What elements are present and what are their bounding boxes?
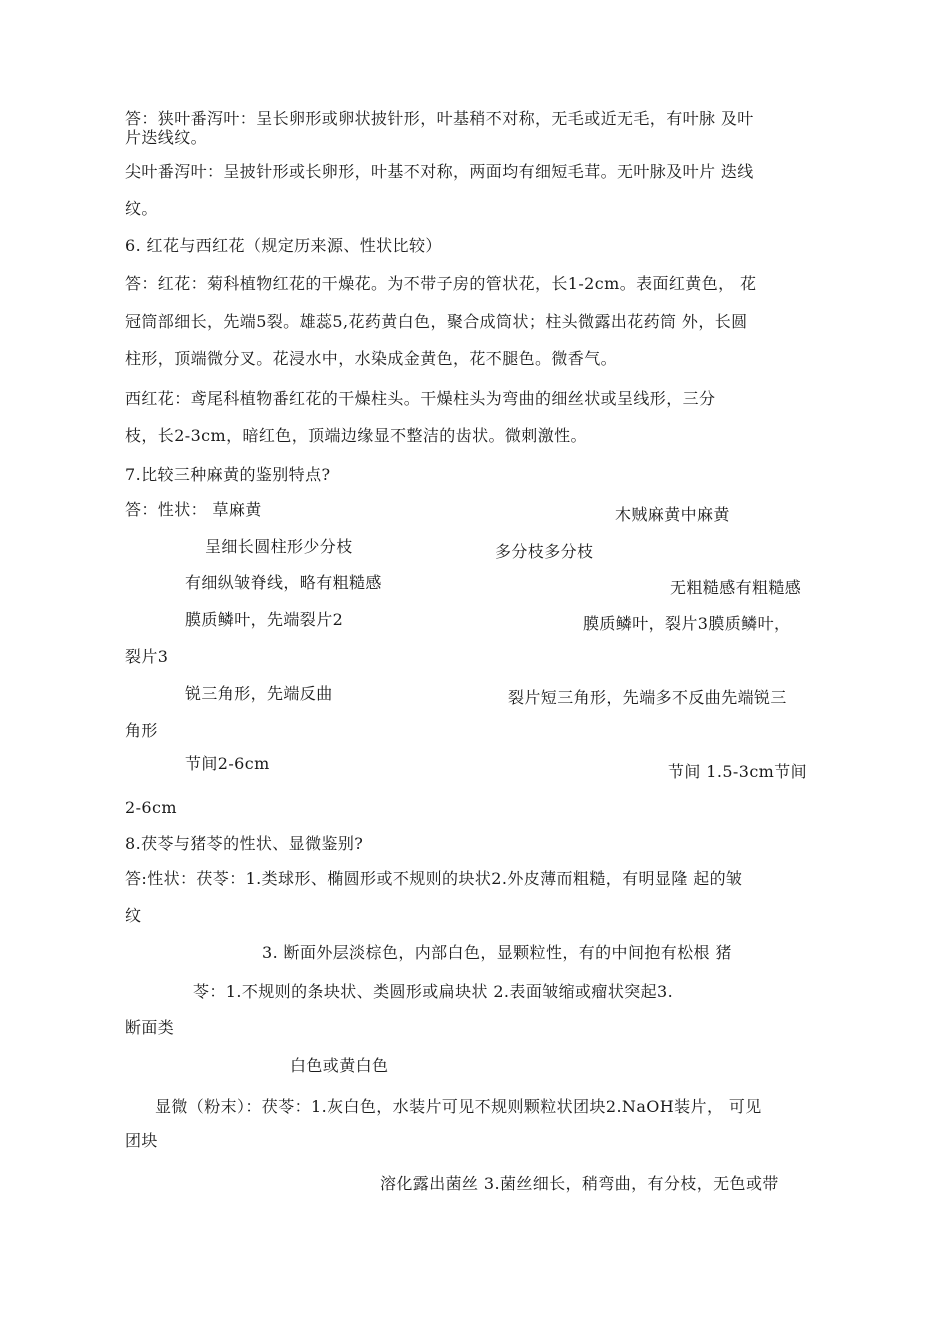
text-line: 节间 1.5-3cm节间 (668, 762, 808, 781)
text-line: 尖叶番泻叶：呈披针形或长卵形，叶基不对称，两面均有细短毛茸。无叶脉及叶片 迭线 (125, 162, 754, 181)
text-line: 枝，长2-3cm，暗红色，顶端边缘显不整洁的齿状。微刺激性。 (125, 426, 587, 445)
text-line: 节间2-6cm (185, 754, 270, 773)
text-line: 膜质鳞叶，裂片3膜质鳞叶， (583, 614, 791, 633)
text-line: 多分枝多分枝 (495, 542, 594, 561)
text-line: 裂片3 (125, 647, 169, 666)
text-line: 团块 (125, 1131, 158, 1150)
text-line: 片迭线纹。 (125, 128, 208, 147)
text-line: 裂片短三角形，先端多不反曲先端锐三 (508, 688, 787, 707)
question-heading: 7.比较三种麻黄的鉴别特点? (125, 465, 331, 484)
text-line: 锐三角形，先端反曲 (185, 684, 333, 703)
text-line: 无粗糙感有粗糙感 (670, 578, 802, 597)
text-line: 3. 断面外层淡棕色，内部白色，显颗粒性，有的中间抱有松根 猪 (262, 943, 732, 962)
question-heading: 8.茯苓与猪苓的性状、显微鉴别? (125, 834, 364, 853)
text-line: 白色或黄白色 (290, 1056, 389, 1075)
text-line: 断面类 (125, 1018, 175, 1037)
question-heading: 6. 红花与西红花（规定历来源、性状比较） (125, 236, 442, 255)
text-line: 答：狭叶番泻叶：呈长卵形或卵状披针形，叶基稍不对称，无毛或近无毛，有叶脉 及叶 (125, 109, 754, 128)
text-line: 柱形，顶端微分叉。花浸水中，水染成金黄色，花不腿色。微香气。 (125, 349, 618, 368)
text-line: 西红花：鸢尾科植物番红花的干燥柱头。干燥柱头为弯曲的细丝状或呈线形，三分 (125, 389, 716, 408)
text-line: 纹。 (125, 199, 158, 218)
text-line: 木贼麻黄中麻黄 (615, 505, 730, 524)
text-line: 角形 (125, 721, 158, 740)
text-line: 呈细长圆柱形少分枝 (205, 537, 353, 556)
text-line: 答:性状：茯苓：1.类球形、椭圆形或不规则的块状2.外皮薄而粗糙，有明显隆 起的皱 (125, 869, 743, 888)
text-line: 有细纵皱脊线，略有粗糙感 (185, 573, 382, 592)
text-line: 纹 (125, 906, 142, 925)
text-line: 2-6cm (125, 798, 177, 817)
text-line: 溶化露出菌丝 3.菌丝细长，稍弯曲，有分枝，无色或带 (380, 1174, 779, 1193)
text-line: 答：性状： 草麻黄 (125, 500, 262, 519)
text-line: 显微（粉末）：茯苓：1.灰白色，水装片可见不规则颗粒状团块2.NaOH装片， 可见 (155, 1097, 762, 1116)
text-line: 答：红花：菊科植物红花的干燥花。为不带子房的管状花，长1-2cm。表面红黄色， 花 (125, 274, 757, 293)
text-line: 膜质鳞叶，先端裂片2 (185, 610, 344, 629)
text-line: 冠筒部细长，先端5裂。雄蕊5,花药黄白色，聚合成筒状；柱头微露出花药筒 外，长圆 (125, 312, 748, 331)
text-line: 苓：1.不规则的条块状、类圆形或扁块状 2.表面皱缩或瘤状突起3. (193, 982, 674, 1001)
